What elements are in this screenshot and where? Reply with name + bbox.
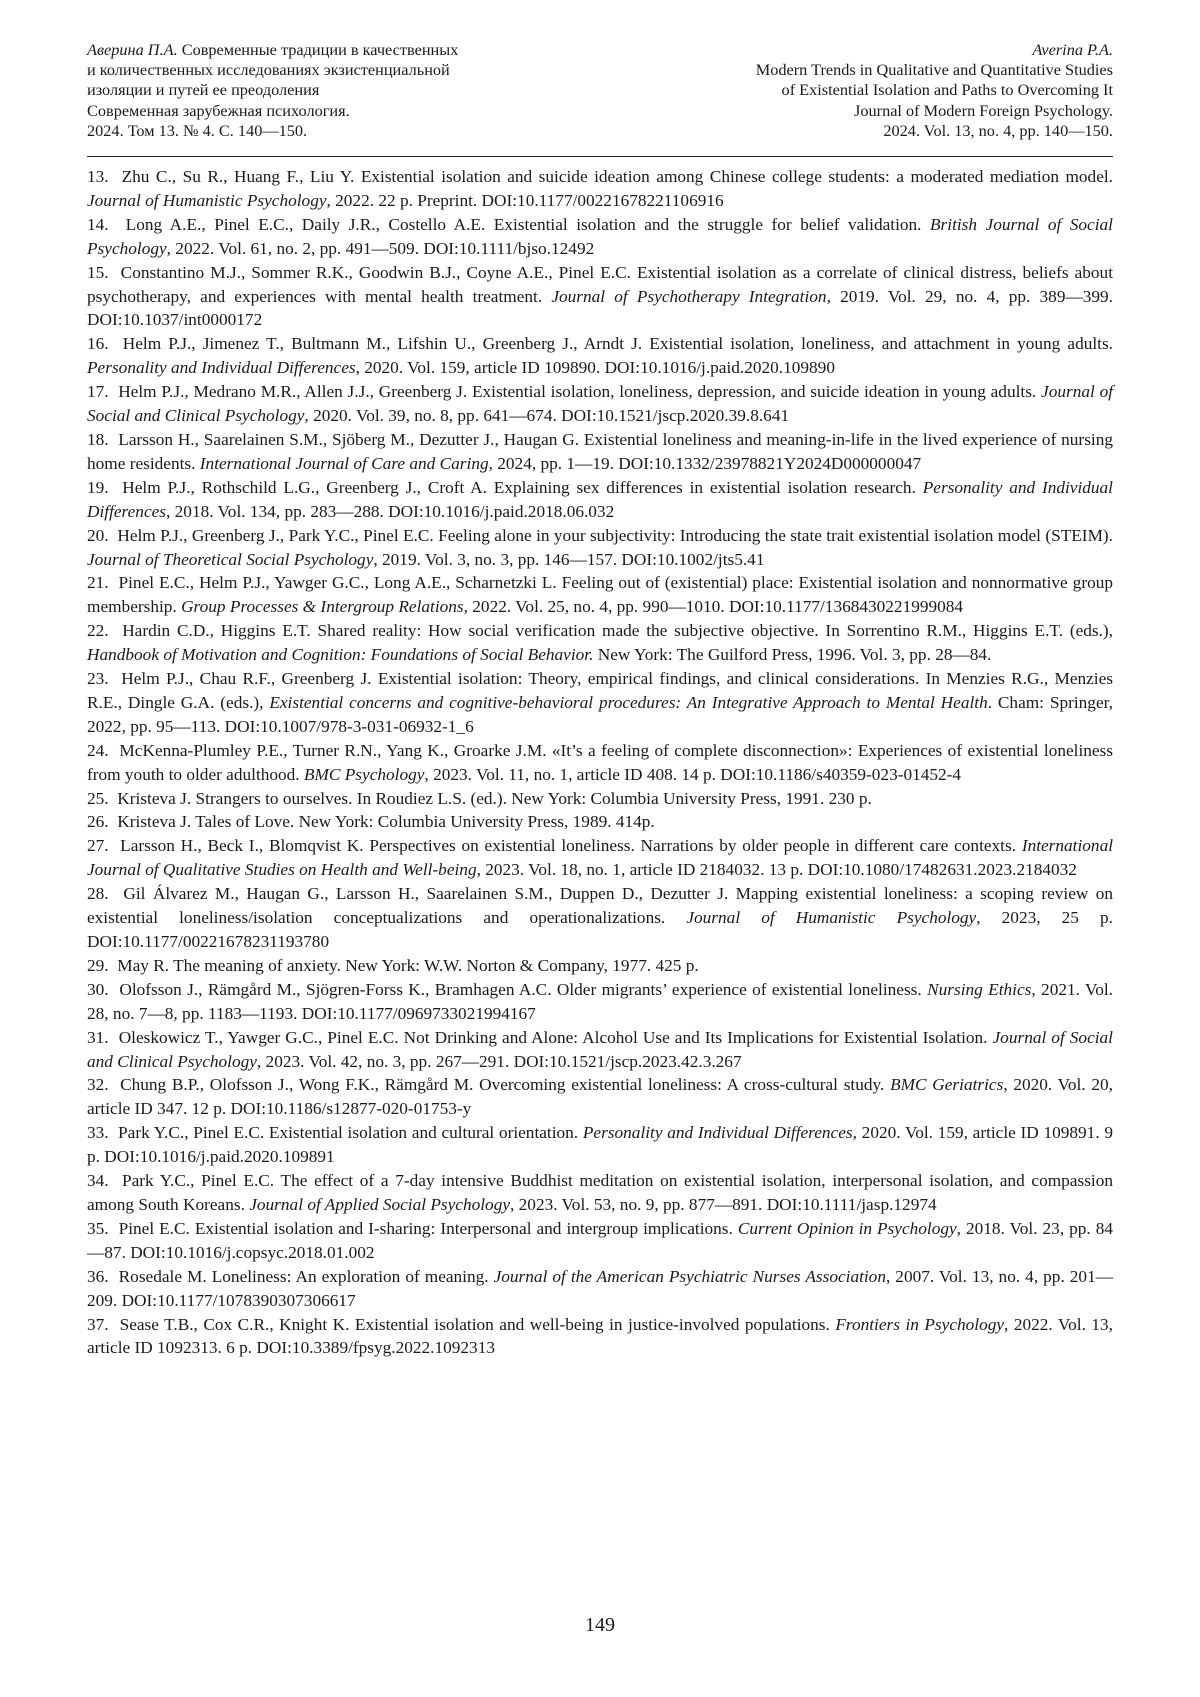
reference-source-title: Journal of Social and Clinical Psychology (87, 1027, 1113, 1071)
header-right-line: Journal of Modern Foreign Psychology. (854, 100, 1113, 120)
reference-number: 28. (87, 884, 109, 904)
reference-source-title: BMC Geriatrics (890, 1075, 1004, 1095)
reference-text: Oleskowicz T., Yawger G.C., Pinel E.C. Not Drinking and Alone: Alcohol Use and Its Implications for Existential Isolation. (118, 1027, 993, 1047)
page-number: 149 (585, 1614, 615, 1636)
reference-number: 34. (87, 1171, 109, 1191)
reference-details: New York: The Guilford Press, 1996. Vol. 3, pp. 28—84. (593, 645, 992, 665)
reference-entry (87, 476, 1113, 524)
reference-number: 19. (87, 477, 109, 497)
reference-entry (87, 1026, 1113, 1074)
reference-text: Sease T.B., Cox C.R., Knight K. Existential isolation and well-being in justice-involved populations. (119, 1314, 836, 1334)
header-right-english (756, 40, 1113, 141)
reference-number: 30. (87, 979, 109, 999)
reference-number: 24. (87, 740, 109, 760)
reference-details: , 2023, 25 p. DOI:10.1177/00221678231193780 (87, 908, 1114, 951)
reference-source-title: Journal of Applied Social Psychology (249, 1194, 511, 1214)
reference-details: , 2023. Vol. 53, no. 9, pp. 877—891. DOI:10.1111/jasp.12974 (510, 1194, 937, 1214)
reference-entry (87, 524, 1113, 572)
header-right-line: 2024. Vol. 13, no. 4, pp. 140—150. (883, 120, 1113, 140)
reference-details: , 2022. Vol. 25, no. 4, pp. 990—1010. DOI:10.1177/1368430221999084 (463, 597, 964, 617)
reference-details: , 2007. Vol. 13, no. 4, pp. 201—209. DOI:10.1177/1078390307306617 (87, 1266, 1113, 1310)
reference-text: McKenna-Plumley P.E., Turner R.N., Yang K., Groarke J.M. «It’s a feeling of complete disconnection»: Experiences of existential loneliness from youth to older adulthood. (87, 740, 1114, 784)
reference-details: , 2020. Vol. 159, article ID 109890. DOI:10.1016/j.paid.2020.109890 (355, 358, 835, 378)
header-left-russian (87, 40, 458, 141)
reference-number: 32. (87, 1075, 109, 1095)
reference-details: , 2018. Vol. 23, pp. 84—87. DOI:10.1016/j.copsyc.2018.01.002 (87, 1218, 1114, 1262)
reference-text: May R. The meaning of anxiety. New York: W.W. Norton & Company, 1977. 425 p. (117, 955, 699, 975)
reference-entry (87, 810, 1113, 834)
reference-details: . Cham: Springer, 2022, pp. 95—113. DOI:10.1007/978-3-031-06932-1_6 (87, 692, 1113, 736)
reference-source-title: Journal of Psychotherapy Integration (551, 286, 827, 306)
reference-source-title: Journal of the American Psychiatric Nurses Association (493, 1266, 886, 1286)
reference-entry (87, 380, 1113, 428)
reference-number: 37. (87, 1314, 109, 1334)
reference-number: 33. (87, 1123, 109, 1143)
reference-details: , 2019. Vol. 29, no. 4, pp. 389—399. DOI:10.1037/int0000172 (87, 286, 1113, 330)
header-left-line: и количественных исследованиях экзистенциальной (87, 60, 450, 80)
header-right-line: Modern Trends in Qualitative and Quantitative Studies (755, 60, 1113, 80)
reference-text: Helm P.J., Greenberg J., Park Y.C., Pinel E.C. Feeling alone in your subjectivity: Introducing the state trait existential isolation model (STEIM). (117, 525, 1114, 545)
reference-source-title: BMC Psychology (303, 764, 425, 784)
reference-entry (87, 954, 1113, 978)
reference-source-title: Handbook of Motivation and Cognition: Foundations of Social Behavior. (87, 645, 594, 665)
reference-number: 27. (87, 836, 109, 856)
reference-text: Hardin C.D., Higgins E.T. Shared reality: How social verification made the subjective objective. In Sorrentino R.M., Higgins E.T. (eds.), (122, 621, 1114, 641)
reference-details: , 2020. Vol. 39, no. 8, pp. 641—674. DOI:10.1521/jscp.2020.39.8.641 (304, 406, 790, 426)
reference-details: , 2021. Vol. 28, no. 7—8, pp. 1183—1193. DOI:10.1177/0969733021994167 (87, 979, 1114, 1023)
reference-entry (87, 213, 1113, 261)
reference-details: , 2022. 22 p. Preprint. DOI:10.1177/00221678221106916 (326, 190, 724, 210)
reference-text: Pinel E.C., Helm P.J., Yawger G.C., Long A.E., Scharnetzki L. Feeling out of (existential) place: Existential isolation and nonnormative group membership. (87, 573, 1113, 617)
reference-text: Long A.E., Pinel E.C., Daily J.R., Costello A.E. Existential isolation and the struggle for belief validation. (125, 214, 930, 234)
reference-source-title: Journal of Social and Clinical Psychology (87, 382, 1114, 426)
reference-source-title: Current Opinion in Psychology (737, 1218, 957, 1238)
header-left-line: Аверина П.А. Современные традиции в качественных (87, 40, 459, 59)
reference-number: 29. (87, 955, 109, 975)
reference-entry (87, 1217, 1113, 1265)
reference-text: Olofsson J., Rämgård M., Sjögren-Forss K., Bramhagen A.C. Older migrants’ experience of existential loneliness. (119, 979, 928, 999)
running-header (87, 40, 1113, 141)
reference-entry (87, 882, 1113, 954)
reference-source-title: Nursing Ethics (927, 979, 1032, 999)
reference-text: Gil Álvarez M., Haugan G., Larsson H., Saarelainen S.M., Duppen D., Dezutter J. Mapping existential loneliness: a scoping review on existential loneliness/isolation conceptualizations and operationalizations. (87, 884, 1113, 928)
reference-entry (87, 261, 1113, 333)
reference-text: Helm P.J., Chau R.F., Greenberg J. Existential isolation: Theory, empirical findings, and clinical considerations. In Menzies R.G., Menzies R.E., Dingle G.A. (eds.), (87, 669, 1113, 712)
reference-text: Helm P.J., Jimenez T., Bultmann M., Lifshin U., Greenberg J., Arndt J. Existential isolation, loneliness, and attachment in young adults. (122, 334, 1113, 354)
reference-number: 22. (87, 621, 109, 641)
reference-details: , 2024, pp. 1—19. DOI:10.1332/23978821Y2024D000000047 (488, 453, 922, 473)
header-left-line: 2024. Том 13. № 4. С. 140—150. (87, 120, 308, 140)
reference-source-title: International Journal of Qualitative Studies on Health and Well-being (87, 836, 1114, 880)
header-left-line: Современная зарубежная психология. (87, 100, 350, 120)
reference-source-title: Journal of Humanistic Psychology (686, 908, 977, 928)
header-right-line: of Existential Isolation and Paths to Overcoming It (781, 80, 1113, 100)
reference-entry (87, 1169, 1113, 1217)
reference-entry (87, 165, 1113, 213)
reference-list (87, 165, 1113, 1360)
reference-text: Pinel E.C. Existential isolation and I-sharing: Interpersonal and intergroup implications. (118, 1218, 738, 1238)
reference-entry (87, 1313, 1113, 1361)
reference-details: , 2022. Vol. 13, article ID 1092313. 6 p. DOI:10.3389/fpsyg.2022.1092313 (87, 1314, 1114, 1358)
reference-entry (87, 619, 1113, 667)
reference-number: 16. (87, 334, 109, 354)
reference-text: Park Y.C., Pinel E.C. The effect of a 7-day intensive Buddhist meditation on existential isolation, interpersonal isolation, and compassion among South Koreans. (87, 1171, 1114, 1214)
reference-entry (87, 834, 1113, 882)
reference-text: Helm P.J., Medrano M.R., Allen J.J., Greenberg J. Existential isolation, loneliness, depression, and suicide ideation in young adults. (118, 382, 1042, 402)
reference-entry (87, 1073, 1113, 1121)
reference-source-title: International Journal of Care and Caring (199, 453, 489, 473)
header-right-line: Averina P.A. (1032, 40, 1113, 59)
reference-source-title: Existential concerns and cognitive-behavioral procedures: An Integrative Approach to Mental Health (269, 692, 988, 712)
reference-number: 25. (87, 788, 109, 808)
reference-details: , 2020. Vol. 159, article ID 109891. 9 p. DOI:10.1016/j.paid.2020.109891 (87, 1123, 1113, 1167)
reference-details: , 2020. Vol. 20, article ID 347. 12 p. DOI:10.1186/s12877-020-01753-y (87, 1075, 1114, 1119)
reference-source-title: Personality and Individual Differences (582, 1123, 853, 1143)
reference-number: 26. (87, 812, 109, 832)
reference-number: 14. (87, 214, 109, 234)
reference-details: , 2023. Vol. 11, no. 1, article ID 408. 14 p. DOI:10.1186/s40359-023-01452-4 (424, 764, 962, 784)
reference-text: Park Y.C., Pinel E.C. Existential isolation and cultural orientation. (118, 1123, 583, 1143)
reference-source-title: Group Processes & Intergroup Relations (181, 597, 464, 617)
reference-text: Rosedale M. Loneliness: An exploration of meaning. (118, 1266, 494, 1286)
reference-text: Helm P.J., Rothschild L.G., Greenberg J., Croft A. Explaining sex differences in existential isolation research. (122, 477, 923, 497)
reference-number: 18. (87, 429, 109, 449)
reference-source-title: Frontiers in Psychology (835, 1314, 1005, 1334)
reference-details: , 2022. Vol. 61, no. 2, pp. 491—509. DOI:10.1111/bjso.12492 (166, 238, 595, 258)
reference-text: Zhu C., Su R., Huang F., Liu Y. Existential isolation and suicide ideation among Chinese college students: a moderated mediation model. (121, 167, 1113, 186)
reference-text: Larsson H., Saarelainen S.M., Sjöberg M., Dezutter J., Haugan G. Existential loneliness and meaning-in-life in the lived experience of nursing home residents. (87, 429, 1113, 473)
header-left-line: изоляции и путей ее преодоления (87, 80, 320, 100)
reference-number: 36. (87, 1266, 109, 1286)
reference-details: , 2023. Vol. 18, no. 1, article ID 2184032. 13 p. DOI:10.1080/17482631.2023.2184032 (476, 860, 1077, 880)
reference-entry (87, 667, 1113, 739)
reference-source-title: Personality and Individual Differences (87, 358, 356, 378)
reference-text: Kristeva J. Tales of Love. New York: Columbia University Press, 1989. 414p. (117, 812, 655, 832)
reference-text: Kristeva J. Strangers to ourselves. In Roudiez L.S. (ed.). New York: Columbia University Press, 1991. 230 p. (117, 788, 872, 808)
reference-entry (87, 1265, 1113, 1313)
reference-number: 20. (87, 525, 109, 545)
reference-number: 21. (87, 573, 109, 593)
reference-number: 23. (87, 669, 109, 689)
reference-entry (87, 332, 1113, 380)
reference-source-title: Personality and Individual Differences (87, 477, 1113, 521)
reference-entry (87, 787, 1113, 811)
reference-entry (87, 739, 1113, 787)
reference-text: Larsson H., Beck I., Blomqvist K. Perspectives on existential loneliness. Narrations by older people in different care contexts. (120, 836, 1022, 856)
reference-number: 31. (87, 1027, 109, 1047)
reference-source-title: British Journal of Social Psychology (87, 214, 1113, 258)
reference-number: 13. (87, 167, 109, 186)
reference-entry (87, 428, 1113, 476)
reference-entry (87, 1121, 1113, 1169)
header-divider (87, 156, 1113, 157)
reference-number: 15. (87, 262, 109, 282)
reference-number: 17. (87, 382, 109, 402)
reference-entry (87, 978, 1113, 1026)
reference-text: Chung B.P., Olofsson J., Wong F.K., Rämgård M. Overcoming existential loneliness: A cross-cultural study. (120, 1075, 891, 1095)
reference-number: 35. (87, 1218, 109, 1238)
reference-text: Constantino M.J., Sommer R.K., Goodwin B.J., Coyne A.E., Pinel E.C. Existential isolation as a correlate of clinical distress, beliefs about psychotherapy, and experiences with mental health treatment. (87, 262, 1114, 306)
reference-entry (87, 571, 1113, 619)
reference-details: , 2018. Vol. 134, pp. 283—288. DOI:10.1016/j.paid.2018.06.032 (166, 501, 615, 521)
reference-source-title: Journal of Humanistic Psychology (87, 190, 327, 210)
reference-details: , 2019. Vol. 3, no. 3, pp. 146—157. DOI:10.1002/jts5.41 (373, 549, 765, 569)
reference-source-title: Journal of Theoretical Social Psychology (87, 549, 374, 569)
reference-details: , 2023. Vol. 42, no. 3, pp. 267—291. DOI:10.1521/jscp.2023.42.3.267 (256, 1051, 742, 1071)
